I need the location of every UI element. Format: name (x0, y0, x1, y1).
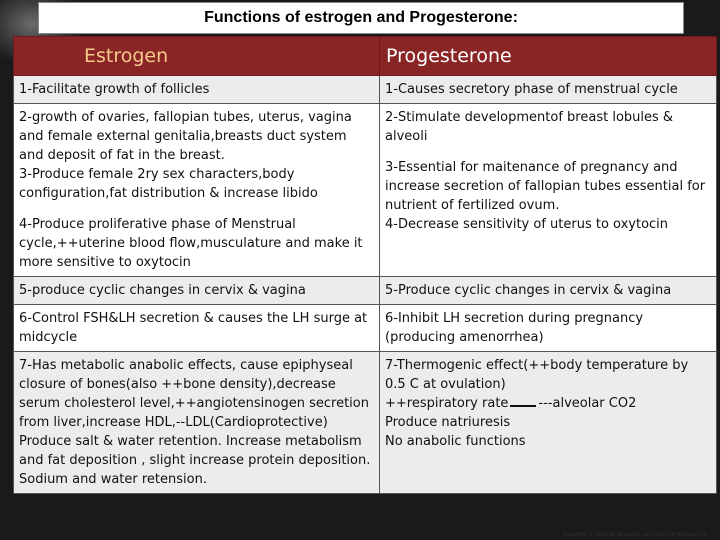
progesterone-function: No anabolic functions (385, 434, 526, 449)
estrogen-function: 1-Facilitate growth of follicles (19, 82, 210, 97)
estrogen-function: Sodium and water retension. (19, 472, 207, 487)
progesterone-cell (380, 76, 717, 104)
alveolar-co2-text: ---alveolar CO2 (538, 396, 637, 411)
progesterone-function: 7-Thermogenic effect(++body temperature by 0.5 C at ovulation) (385, 358, 689, 392)
estrogen-cell (14, 277, 380, 305)
functions-table (13, 36, 717, 494)
copyright-notice: Copyright © 2011 by Saunders, an imprint of Elsevier Inc. (562, 532, 708, 538)
estrogen-function: 6-Control FSH&LH secretion & causes the LH surge at midcycle (19, 311, 368, 345)
spacer (19, 203, 374, 215)
header-progesterone: Progesterone (380, 37, 717, 76)
progesterone-cell (380, 277, 717, 305)
estrogen-cell (14, 305, 380, 352)
progesterone-cell (380, 352, 717, 494)
table-header-row (14, 37, 717, 76)
progesterone-function: 5-Produce cyclic changes in cervix & vagina (385, 283, 672, 298)
estrogen-function: 3-Produce female 2ry sex characters,body configuration,fat distribution & increase libido (19, 167, 318, 201)
table-row (14, 76, 717, 104)
progesterone-cell (380, 104, 717, 277)
estrogen-function: 7-Has metabolic anabolic effects, cause epiphyseal closure of bones(also ++bone density),decrease serum cholesterol level,++angiotensinogen secretion from liver,increase HDL,--LDL(Cardioprotective) (19, 358, 369, 430)
estrogen-function: Produce salt & water retention. Increase metabolism and fat deposition , slight increase protein deposition. (19, 434, 371, 468)
progesterone-function: 3-Essential for maitenance of pregnancy and increase secretion of fallopian tubes essential for nutrient of fertilized ovum. (385, 160, 706, 213)
estrogen-cell (14, 104, 380, 277)
table-row (14, 104, 717, 277)
progesterone-function: 2-Stimulate developmentof breast lobules & alveoli (385, 110, 674, 144)
estrogen-function: 2-growth of ovaries, fallopian tubes, uterus, vagina and female external genitalia,breasts duct system and deposit of fat in the breast. (19, 110, 352, 163)
table-row (14, 277, 717, 305)
spacer (385, 146, 711, 158)
respiratory-rate-text: ++respiratory rate (385, 396, 509, 411)
blank-line (510, 405, 536, 407)
estrogen-cell (14, 76, 380, 104)
estrogen-cell (14, 352, 380, 494)
progesterone-function: 1-Causes secretory phase of menstrual cycle (385, 82, 678, 97)
progesterone-cell (380, 305, 717, 352)
progesterone-function: 6-Inhibit LH secretion during pregnancy (producing amenorrhea) (385, 311, 644, 345)
progesterone-function: 4-Decrease sensitivity of uterus to oxytocin (385, 217, 669, 232)
estrogen-function: 4-Produce proliferative phase of Menstrual cycle,++uterine blood flow,musculature and make it more sensitive to oxytocin (19, 217, 363, 270)
header-estrogen: Estrogen (14, 37, 380, 76)
table-row (14, 305, 717, 352)
estrogen-function: 5-produce cyclic changes in cervix & vagina (19, 283, 306, 298)
slide-title: Functions of estrogen and Progesterone: (38, 2, 684, 34)
table-row (14, 352, 717, 494)
progesterone-function: Produce natriuresis (385, 415, 511, 430)
progesterone-function-line (385, 394, 711, 413)
